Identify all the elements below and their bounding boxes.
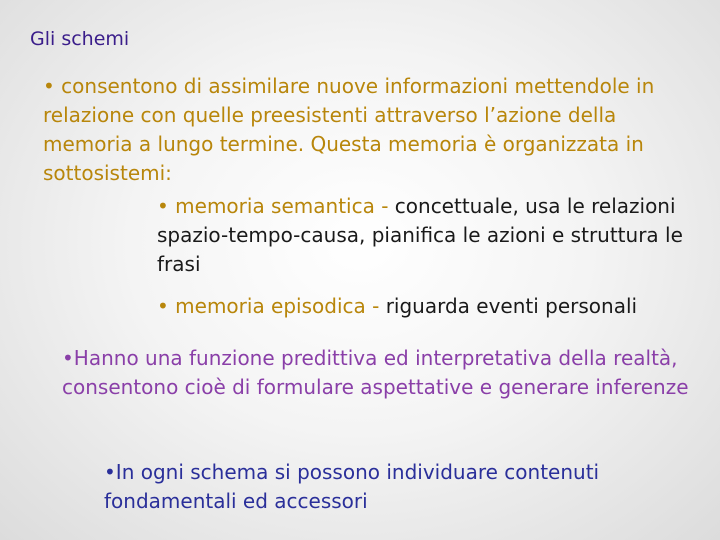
slide-title: Gli schemi	[30, 28, 130, 50]
intro-paragraph: • consentono di assimilare nuove informazioni mettendole in relazione con quelle preesistenti attraverso l’azione della memoria a lungo termine. Questa memoria è organizzata in sottosistemi:	[43, 74, 655, 185]
episodic-memory-term: • memoria episodica -	[157, 294, 386, 318]
semantic-memory-term: • memoria semantica -	[157, 194, 395, 218]
predictive-function-paragraph: •Hanno una funzione predittiva ed interpretativa della realtà, consentono cioè di formulare aspettative e generare inferenze	[62, 346, 689, 399]
semantic-memory-item	[157, 192, 702, 279]
episodic-memory-description: riguarda eventi personali	[385, 294, 638, 318]
semantic-memory-description: concettuale, usa le relazioni spazio-tempo-causa, pianifica le azioni e struttura le frasi	[157, 194, 683, 276]
episodic-memory-item	[157, 292, 702, 321]
schema-contents-paragraph: •In ogni schema si possono individuare contenuti fondamentali ed accessori	[104, 460, 600, 513]
